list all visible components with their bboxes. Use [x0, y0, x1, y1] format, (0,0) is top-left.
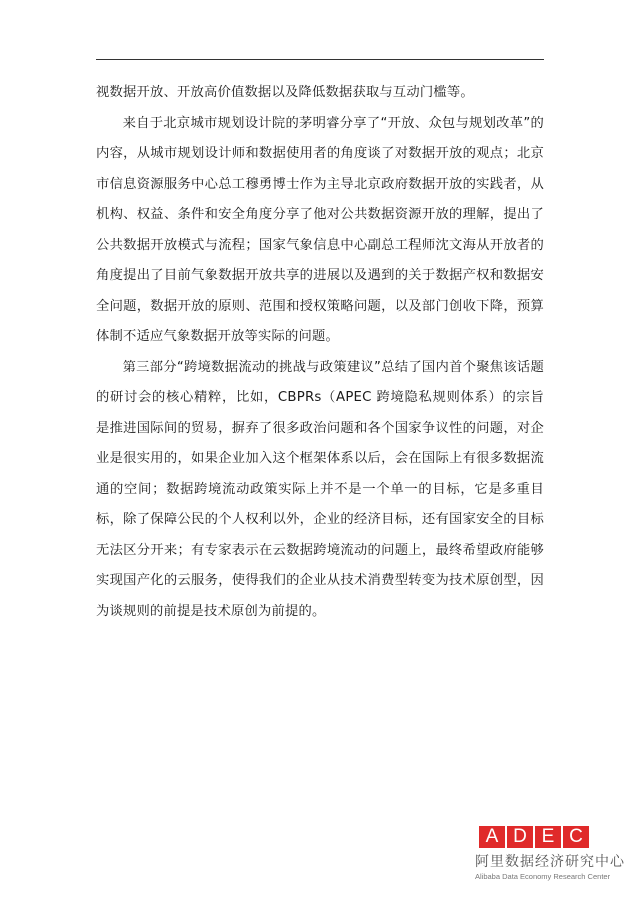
header-rule [96, 59, 544, 60]
logo-letter-a: A [479, 826, 505, 848]
paragraph-cross-border-data: 第三部分“跨境数据流动的挑战与政策建议”总结了国内首个聚焦该话题的研讨会的核心精粹，比如，CBPRs（APEC 跨境隐私规则体系）的宗旨是推进国际间的贸易，摒弃了很多政治问题和各个国家争议性的问题，对企业是很实用的，如果企业加入这个框架体系以后，会在国际上有很多数据流通的空间；数据跨境流动政策实际上并不是一个单一的目标，它是多重目标，除了保障公民的个人权利以外，企业的经济目标，还有国家安全的目标无法区分开来；有专家表示在云数据跨境流动的问题上，最终希望政府能够实现国产化的云服务，使得我们的企业从技术消费型转变为技术原创型，因为谈规则的前提是技术原创为前提的。 [96, 359, 544, 619]
logo-letter-c: C [563, 826, 589, 848]
logo-letter-boxes [479, 826, 627, 848]
adec-logo [475, 826, 627, 882]
logo-letter-e: E [535, 826, 561, 848]
paragraph-continuation: 视数据开放、开放高价值数据以及降低数据获取与互动门槛等。 [96, 85, 474, 100]
logo-english-name: Alibaba Data Economy Research Center [475, 872, 611, 881]
paragraph-speakers: 来自于北京城市规划设计院的茅明睿分享了“开放、众包与规划改革”的内容，从城市规划设计师和数据使用者的角度谈了对数据开放的观点；北京市信息资源服务中心总工穆勇博士作为主导北京政府数据开放的实践者，从机构、权益、条件和安全角度分享了他对公共数据资源开放的理解，提出了公共数据开放模式与流程；国家气象信息中心副总工程师沈文海从开放者的角度提出了目前气象数据开放共享的进展以及遇到的关于数据产权和数据安全问题，数据开放的原则、范围和授权策略问题，以及部门创收下降，预算体制不适应气象数据开放等实际的问题。 [96, 115, 544, 344]
logo-chinese-name: 阿里数据经济研究中心 [475, 854, 625, 870]
logo-letter-d: D [507, 826, 533, 848]
document-body [96, 78, 544, 627]
